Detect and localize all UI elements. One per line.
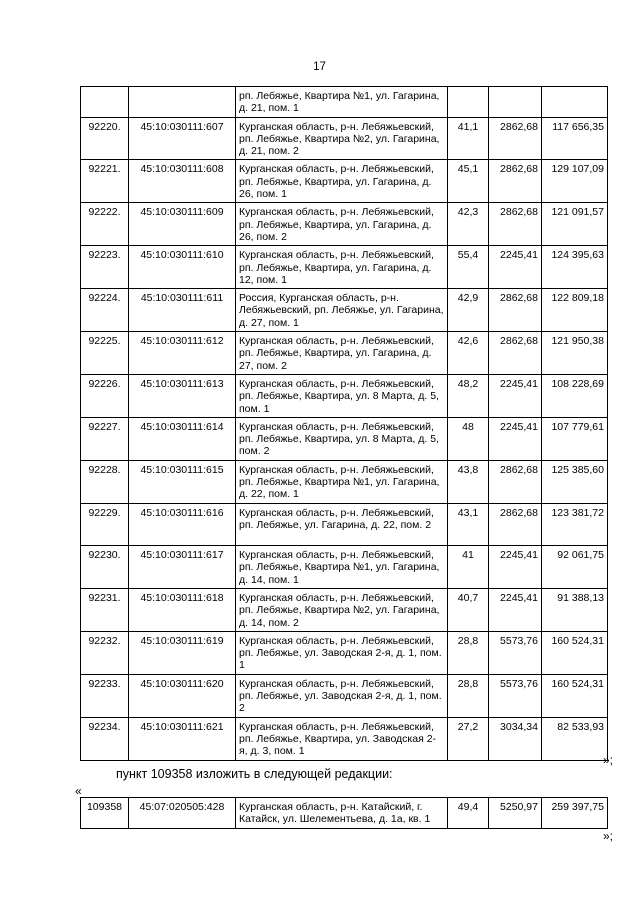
cadastral-value-cell: 129 107,09: [542, 160, 608, 203]
rate-cell: 2245,41: [489, 589, 542, 632]
address-cell: Курганская область, р-н. Лебяжьевский, рп. Лебяжье, Квартира, ул. Гагарина, д. 26, пом. 2: [236, 203, 448, 246]
address-cell: Курганская область, р-н. Лебяжьевский, рп. Лебяжье, Квартира, ул. Гагарина, д. 26, пом. 1: [236, 160, 448, 203]
cadastral-number-cell: 45:10:030111:617: [129, 546, 236, 589]
address-cell: Курганская область, р-н. Лебяжьевский, рп. Лебяжье, Квартира, ул. Заводская 2-я, д. 3, пом. 1: [236, 717, 448, 760]
table-row: [81, 289, 608, 332]
rate-cell: 2245,41: [489, 374, 542, 417]
rate-cell: 5250,97: [489, 798, 542, 829]
row-number-cell: 92225.: [81, 332, 129, 375]
cadastral-value-cell: 259 397,75: [542, 798, 608, 829]
rate-cell: 2862,68: [489, 460, 542, 503]
address-cell: Курганская область, р-н. Лебяжьевский, рп. Лебяжье, Квартира №2, ул. Гагарина, д. 21, пом. 2: [236, 117, 448, 160]
cadastral-value-cell: [542, 87, 608, 118]
main-table-body: [81, 87, 608, 761]
area-cell: 55,4: [448, 246, 489, 289]
row-number-cell: 92223.: [81, 246, 129, 289]
row-number-cell: 92234.: [81, 717, 129, 760]
row-number-cell: 92228.: [81, 460, 129, 503]
cadastral-value-cell: 107 779,61: [542, 417, 608, 460]
area-cell: 48,2: [448, 374, 489, 417]
table-row: [81, 631, 608, 674]
table-row: [81, 332, 608, 375]
address-cell: Курганская область, р-н. Лебяжьевский, рп. Лебяжье, Квартира №1, ул. Гагарина, д. 22, пом. 1: [236, 460, 448, 503]
table-row: [81, 589, 608, 632]
cadastral-number-cell: 45:10:030111:616: [129, 503, 236, 546]
area-cell: 41: [448, 546, 489, 589]
amended-table: [80, 797, 608, 829]
table-row: [81, 717, 608, 760]
rate-cell: 2862,68: [489, 117, 542, 160]
row-number-cell: 92229.: [81, 503, 129, 546]
table-row: [81, 160, 608, 203]
table-row: [81, 246, 608, 289]
address-cell: Курганская область, р-н. Катайский, г. Катайск, ул. Шелементьева, д. 1а, кв. 1: [236, 798, 448, 829]
area-cell: 49,4: [448, 798, 489, 829]
table-row: [81, 503, 608, 546]
row-number-cell: 92226.: [81, 374, 129, 417]
cadastral-number-cell: 45:10:030111:615: [129, 460, 236, 503]
cadastral-number-cell: 45:10:030111:607: [129, 117, 236, 160]
cadastral-value-cell: 122 809,18: [542, 289, 608, 332]
cadastral-value-cell: 82 533,93: [542, 717, 608, 760]
address-cell: Курганская область, р-н. Лебяжьевский, рп. Лебяжье, Квартира, ул. Гагарина, д. 12, пом. 1: [236, 246, 448, 289]
area-cell: 45,1: [448, 160, 489, 203]
cadastral-number-cell: 45:07:020505:428: [129, 798, 236, 829]
row-number-cell: 92230.: [81, 546, 129, 589]
cadastral-number-cell: 45:10:030111:619: [129, 631, 236, 674]
opening-quote: «: [75, 784, 82, 798]
row-number-cell: 92232.: [81, 631, 129, 674]
address-cell: Курганская область, р-н. Лебяжьевский, рп. Лебяжье, Квартира, ул. 8 Марта, д. 5, пом. 2: [236, 417, 448, 460]
rate-cell: 2862,68: [489, 203, 542, 246]
area-cell: 28,8: [448, 631, 489, 674]
cadastral-number-cell: 45:10:030111:618: [129, 589, 236, 632]
row-number-cell: 92224.: [81, 289, 129, 332]
row-number-cell: 92227.: [81, 417, 129, 460]
address-cell: Курганская область, р-н. Лебяжьевский, рп. Лебяжье, Квартира №2, ул. Гагарина, д. 14, пом. 2: [236, 589, 448, 632]
area-cell: 40,7: [448, 589, 489, 632]
rate-cell: 2862,68: [489, 503, 542, 546]
rate-cell: 2245,41: [489, 417, 542, 460]
area-cell: 27,2: [448, 717, 489, 760]
area-cell: 43,1: [448, 503, 489, 546]
row-number-cell: 92231.: [81, 589, 129, 632]
area-cell: 42,9: [448, 289, 489, 332]
area-cell: [448, 87, 489, 118]
cadastral-number-cell: 45:10:030111:611: [129, 289, 236, 332]
cadastral-value-cell: 123 381,72: [542, 503, 608, 546]
rate-cell: 2862,68: [489, 289, 542, 332]
cadastral-number-cell: 45:10:030111:609: [129, 203, 236, 246]
address-cell: Россия, Курганская область, р-н. Лебяжьевский, рп. Лебяжье, ул. Гагарина, д. 27, пом. 1: [236, 289, 448, 332]
rate-cell: 5573,76: [489, 674, 542, 717]
cadastral-number-cell: 45:10:030111:612: [129, 332, 236, 375]
row-number-cell: 92222.: [81, 203, 129, 246]
amended-table-body: [81, 798, 608, 829]
rate-cell: 2862,68: [489, 332, 542, 375]
cadastral-number-cell: 45:10:030111:614: [129, 417, 236, 460]
rate-cell: 2245,41: [489, 246, 542, 289]
cadastral-value-cell: 160 524,31: [542, 674, 608, 717]
cadastral-value-cell: 92 061,75: [542, 546, 608, 589]
area-cell: 48: [448, 417, 489, 460]
cadastral-value-cell: 91 388,13: [542, 589, 608, 632]
cadastral-number-cell: 45:10:030111:621: [129, 717, 236, 760]
address-cell: Курганская область, р-н. Лебяжьевский, рп. Лебяжье, Квартира, ул. 8 Марта, д. 5, пом. 1: [236, 374, 448, 417]
table-row: [81, 117, 608, 160]
cadastral-value-cell: 117 656,35: [542, 117, 608, 160]
closing-quote: »;: [602, 829, 613, 843]
area-cell: 42,3: [448, 203, 489, 246]
table-row: [81, 203, 608, 246]
table-row: [81, 417, 608, 460]
address-cell: Курганская область, р-н. Лебяжьевский, рп. Лебяжье, Квартира №1, ул. Гагарина, д. 14, пом. 1: [236, 546, 448, 589]
table-row: [81, 546, 608, 589]
main-table: [80, 86, 608, 761]
cadastral-number-cell: 45:10:030111:613: [129, 374, 236, 417]
address-cell: Курганская область, р-н. Лебяжьевский, рп. Лебяжье, ул. Гагарина, д. 22, пом. 2: [236, 503, 448, 546]
rate-cell: [489, 87, 542, 118]
cadastral-number-cell: 45:10:030111:620: [129, 674, 236, 717]
cadastral-value-cell: 124 395,63: [542, 246, 608, 289]
table-row: [81, 374, 608, 417]
address-cell: Курганская область, р-н. Лебяжьевский, рп. Лебяжье, ул. Заводская 2-я, д. 1, пом. 2: [236, 674, 448, 717]
area-cell: 43,8: [448, 460, 489, 503]
row-number-cell: [81, 87, 129, 118]
area-cell: 28,8: [448, 674, 489, 717]
row-number-cell: 109358: [81, 798, 129, 829]
row-number-cell: 92220.: [81, 117, 129, 160]
cadastral-value-cell: 160 524,31: [542, 631, 608, 674]
address-cell: рп. Лебяжье, Квартира №1, ул. Гагарина, д. 21, пом. 1: [236, 87, 448, 118]
row-number-cell: 92233.: [81, 674, 129, 717]
address-cell: Курганская область, р-н. Лебяжьевский, рп. Лебяжье, Квартира, ул. Гагарина, д. 27, пом. 2: [236, 332, 448, 375]
cadastral-value-cell: 121 091,57: [542, 203, 608, 246]
table-row: [81, 460, 608, 503]
cadastral-number-cell: 45:10:030111:608: [129, 160, 236, 203]
area-cell: 41,1: [448, 117, 489, 160]
table-row: [81, 87, 608, 118]
amendment-instruction: пункт 109358 изложить в следующей редакции:: [116, 767, 393, 781]
rate-cell: 2245,41: [489, 546, 542, 589]
page-number: 17: [313, 61, 326, 73]
table-row: [81, 674, 608, 717]
cadastral-number-cell: 45:10:030111:610: [129, 246, 236, 289]
rate-cell: 2862,68: [489, 160, 542, 203]
cadastral-value-cell: 125 385,60: [542, 460, 608, 503]
rate-cell: 5573,76: [489, 631, 542, 674]
closing-quote: »;: [602, 753, 613, 767]
row-number-cell: 92221.: [81, 160, 129, 203]
table-row: [81, 798, 608, 829]
address-cell: Курганская область, р-н. Лебяжьевский, рп. Лебяжье, ул. Заводская 2-я, д. 1, пом. 1: [236, 631, 448, 674]
cadastral-value-cell: 121 950,38: [542, 332, 608, 375]
rate-cell: 3034,34: [489, 717, 542, 760]
cadastral-number-cell: [129, 87, 236, 118]
cadastral-value-cell: 108 228,69: [542, 374, 608, 417]
area-cell: 42,6: [448, 332, 489, 375]
